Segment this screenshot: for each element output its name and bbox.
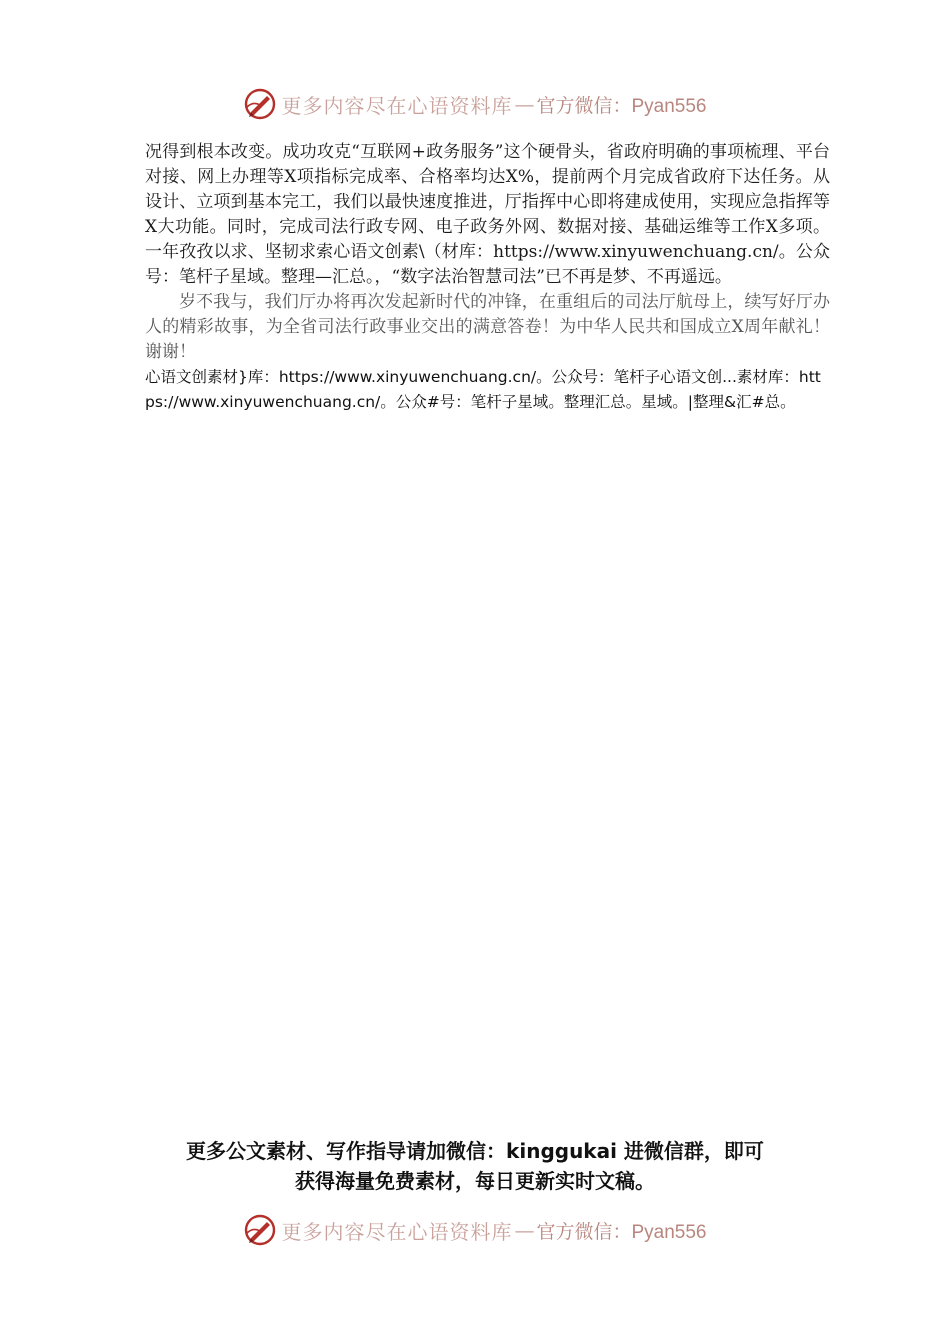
pen-logo-icon [243,87,277,121]
body-paragraph-2: 岁不我与，我们厅办将再次发起新时代的冲锋，在重组后的司法厅航母上，续写好厅办人的精彩故事，为全省司法行政事业交出的满意答卷！为中华人民共和国成立X周年献礼！谢谢！ [145,292,830,362]
document-body [145,140,830,415]
body-paragraph-1: 况得到根本改变。成功攻克“互联网+政务服务”这个硬骨头，省政府明确的事项梳理、平台对接、网上办理等X项指标完成率、合格率均达X%，提前两个月完成省政府下达任务。从设计、立项到基本完工，我们以最快速度推进，厅指挥中心即将建成使用，实现应急指挥等X大功能。同时，完成司法行政专网、电子政务外网、数据对接、基础运维等工作X多项。一年孜孜以求、坚韧求索心语文创素\（材库：https://www.xinyuwenchuang.cn/。公众号：笔杆子星域。整理—汇总。，“数字法治智慧司法”已不再是梦、不再遥远。 [145,142,830,287]
promo-line-1: 更多公文素材、写作指导请加微信：kinggukai 进微信群，即可 [186,1139,764,1163]
banner-separator: — [514,92,535,116]
pen-logo-icon [243,1213,277,1247]
promo-line-2: 获得海量免费素材，每日更新实时文稿。 [295,1169,655,1193]
promo-text [0,1136,950,1196]
footer-banner [0,1210,950,1250]
banner-title: 更多内容尽在心语资料库 [281,93,513,118]
banner-wechat: 官方微信：Pyan556 [536,1221,707,1243]
header-banner [0,84,950,124]
banner-separator: — [514,1218,535,1242]
source-note: 心语文创素材}库：https://www.xinyuwenchuang.cn/。公众号：笔杆子心语文创...素材库：https://www.xinyuwenchuang.cn/。公众#号：笔杆子星域。整理汇总。星域。|整理&汇#总。 [145,368,821,411]
banner-title: 更多内容尽在心语资料库 [281,1219,513,1244]
banner-wechat: 官方微信：Pyan556 [536,95,707,117]
